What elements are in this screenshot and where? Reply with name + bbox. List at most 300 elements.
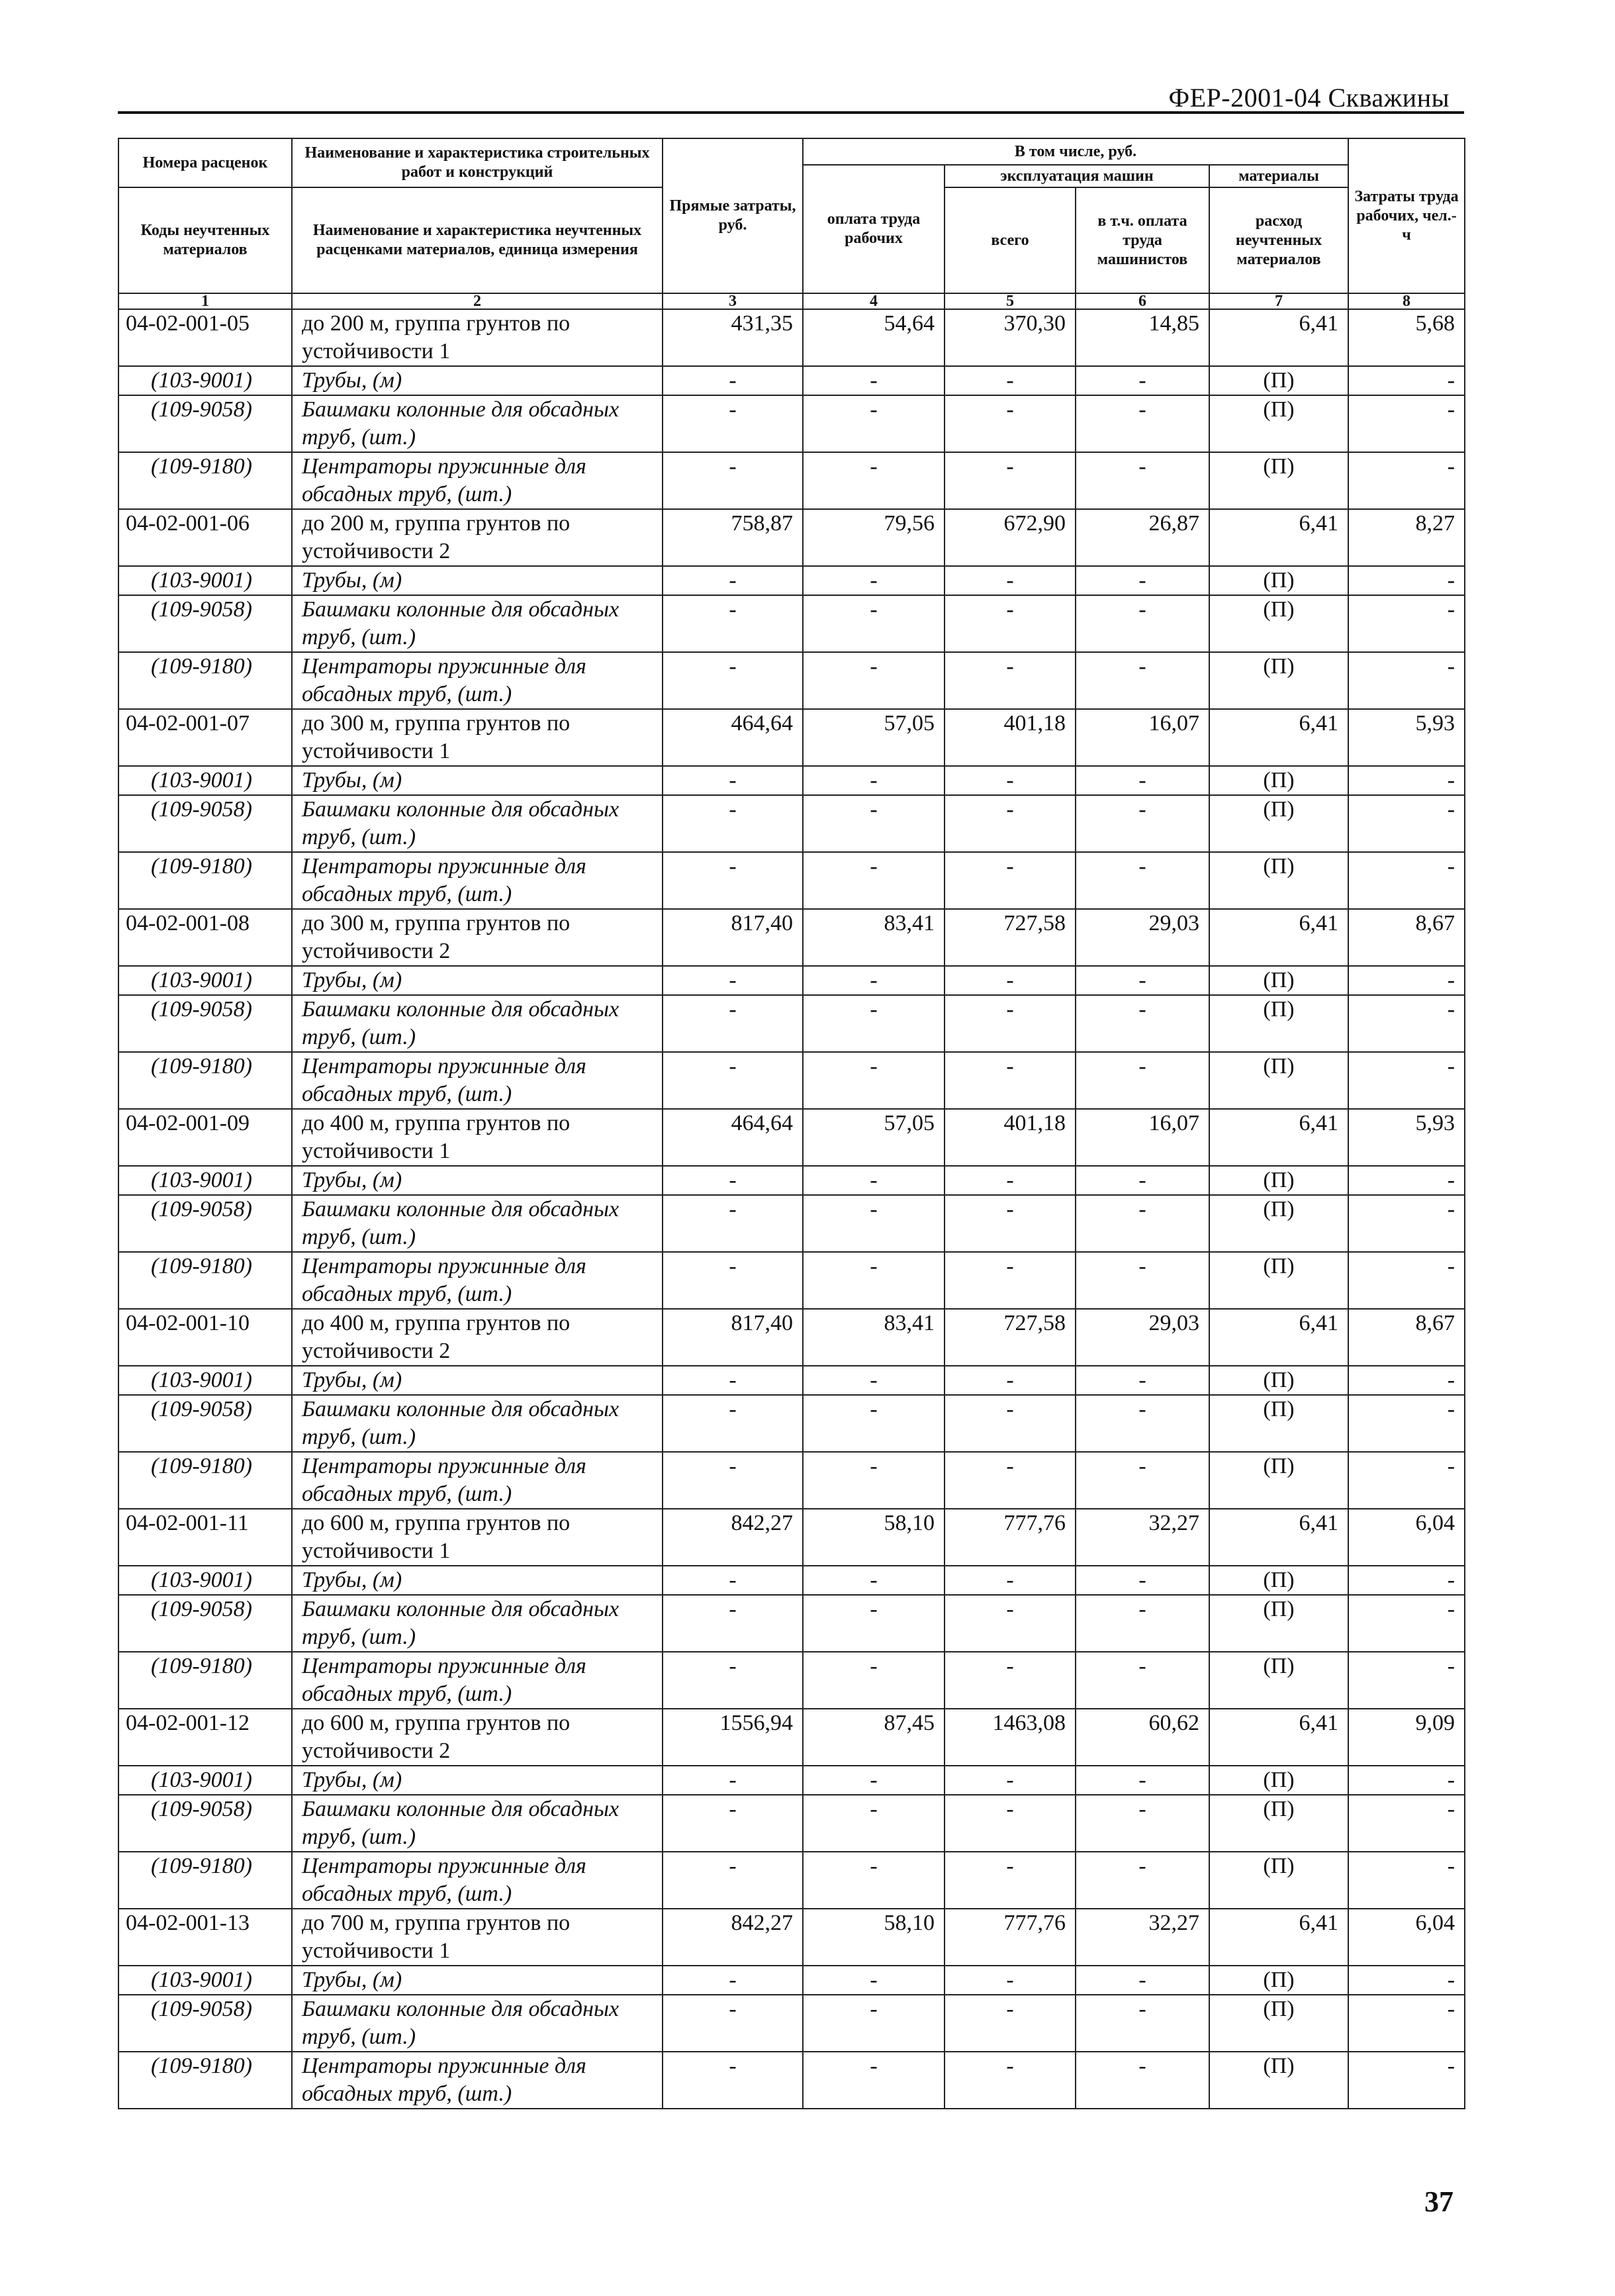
labor-value: - [1348,1052,1465,1109]
material-row [118,595,1465,652]
rate-description: до 200 м, группа грунтов по устойчивости 2 [292,509,663,566]
labor-value: - [1348,852,1465,909]
machinist-wages-value: 14,85 [1076,309,1209,366]
direct-costs-value: 842,27 [663,1909,803,1966]
material-row [118,795,1465,852]
machinist-wages-value: - [1076,366,1209,395]
labor-value: 6,04 [1348,1509,1465,1566]
labor-value: - [1348,1395,1465,1452]
material-row [118,1452,1465,1509]
material-description: Центраторы пружинные для обсадных труб, (шт.) [292,652,663,709]
labor-value: 5,68 [1348,309,1465,366]
material-description: Центраторы пружинные для обсадных труб, (шт.) [292,1052,663,1109]
machinist-wages-value: - [1076,452,1209,509]
machine-total-value: 777,76 [945,1509,1076,1566]
materials-value: (П) [1209,2052,1348,2109]
material-description: Башмаки колонные для обсадных труб, (шт.) [292,995,663,1052]
machine-total-value: - [945,566,1076,595]
machine-total-value: 777,76 [945,1909,1076,1966]
labor-value: - [1348,1166,1465,1195]
machinist-wages-value: - [1076,1195,1209,1252]
materials-value: (П) [1209,366,1348,395]
machinist-wages-value: 16,07 [1076,709,1209,766]
labor-value: - [1348,1252,1465,1309]
wages-value: - [803,1766,945,1795]
wages-value: - [803,995,945,1052]
direct-costs-value: - [663,452,803,509]
material-description: Башмаки колонные для обсадных труб, (шт.) [292,1795,663,1852]
column-number: 7 [1209,293,1348,309]
machinist-wages-value: - [1076,1566,1209,1595]
wages-value: 57,05 [803,709,945,766]
labor-value: - [1348,1966,1465,1995]
direct-costs-value: - [663,1395,803,1452]
labor-value: 9,09 [1348,1709,1465,1766]
machinist-wages-value: - [1076,1766,1209,1795]
labor-value: - [1348,795,1465,852]
rates-table-body [118,309,1465,2109]
rate-code: 04-02-001-06 [118,509,292,566]
machinist-wages-value: - [1076,566,1209,595]
material-row [118,1166,1465,1195]
materials-value: 6,41 [1209,509,1348,566]
materials-value: (П) [1209,1052,1348,1109]
labor-value: - [1348,1195,1465,1252]
labor-value: - [1348,1795,1465,1852]
direct-costs-value: - [663,1366,803,1395]
labor-value: - [1348,1995,1465,2052]
wages-value: - [803,1366,945,1395]
machinist-wages-value: - [1076,1366,1209,1395]
machine-total-value: - [945,1195,1076,1252]
material-code: (109-9058) [118,595,292,652]
labor-value: - [1348,652,1465,709]
machine-total-value: - [945,852,1076,909]
rate-row [118,1109,1465,1166]
machine-total-value: - [945,366,1076,395]
material-description: Башмаки колонные для обсадных труб, (шт.) [292,1995,663,2052]
material-row [118,852,1465,909]
materials-value: (П) [1209,395,1348,452]
materials-value: (П) [1209,1995,1348,2052]
rate-code: 04-02-001-13 [118,1909,292,1966]
materials-value: (П) [1209,1166,1348,1195]
labor-value: - [1348,1566,1465,1595]
material-code: (109-9058) [118,1195,292,1252]
header-labor-costs: Затраты труда рабочих, чел.-ч [1348,138,1465,293]
machine-total-value: - [945,1852,1076,1909]
direct-costs-value: - [663,1766,803,1795]
material-row [118,1652,1465,1709]
machine-total-value: 370,30 [945,309,1076,366]
material-row [118,395,1465,452]
header-material-consumption: расход неучтенных материалов [1209,187,1348,293]
machine-total-value: - [945,1766,1076,1795]
materials-value: (П) [1209,1195,1348,1252]
material-row [118,366,1465,395]
wages-value: - [803,566,945,595]
direct-costs-value: 817,40 [663,1309,803,1366]
direct-costs-value: - [663,852,803,909]
direct-costs-value: - [663,566,803,595]
header-work-description: Наименование и характеристика строительных работ и конструкций [292,138,663,187]
header-material-description: Наименование и характеристика неучтенных расценками материалов, единица измерения [292,187,663,293]
wages-value: - [803,1252,945,1309]
header-materials: материалы [1209,165,1348,187]
material-row [118,1852,1465,1909]
labor-value: - [1348,995,1465,1052]
rate-description: до 600 м, группа грунтов по устойчивости 2 [292,1709,663,1766]
rate-code: 04-02-001-09 [118,1109,292,1166]
wages-value: - [803,795,945,852]
rate-row [118,909,1465,966]
wages-value: 57,05 [803,1109,945,1166]
wages-value: - [803,595,945,652]
column-number: 3 [663,293,803,309]
machinist-wages-value: - [1076,595,1209,652]
machine-total-value: - [945,795,1076,852]
material-description: Центраторы пружинные для обсадных труб, (шт.) [292,1452,663,1509]
materials-value: 6,41 [1209,1109,1348,1166]
machinist-wages-value: - [1076,1395,1209,1452]
labor-value: 5,93 [1348,1109,1465,1166]
direct-costs-value: 817,40 [663,909,803,966]
material-description: Башмаки колонные для обсадных труб, (шт.) [292,795,663,852]
machine-total-value: 727,58 [945,909,1076,966]
header-rate-numbers: Номера расценок [118,138,292,187]
machinist-wages-value: - [1076,852,1209,909]
wages-value: 79,56 [803,509,945,566]
wages-value: - [803,852,945,909]
machine-total-value: - [945,1166,1076,1195]
direct-costs-value: - [663,1195,803,1252]
material-description: Трубы, (м) [292,1766,663,1795]
wages-value: 58,10 [803,1909,945,1966]
direct-costs-value: - [663,1995,803,2052]
wages-value: 87,45 [803,1709,945,1766]
material-code: (103-9001) [118,1966,292,1995]
wages-value: 83,41 [803,909,945,966]
material-row [118,452,1465,509]
wages-value: - [803,1995,945,2052]
column-number: 1 [118,293,292,309]
wages-value: - [803,395,945,452]
wages-value: - [803,1052,945,1109]
rates-table [118,138,1465,2109]
material-row [118,1595,1465,1652]
machinist-wages-value: - [1076,1452,1209,1509]
page-number: 37 [1424,2185,1454,2218]
wages-value: - [803,1652,945,1709]
machine-total-value: - [945,595,1076,652]
machinist-wages-value: - [1076,1166,1209,1195]
material-code: (109-9180) [118,1852,292,1909]
material-row [118,1995,1465,2052]
wages-value: 83,41 [803,1309,945,1366]
column-number: 2 [292,293,663,309]
machine-total-value: - [945,1595,1076,1652]
wages-value: - [803,452,945,509]
material-description: Центраторы пружинные для обсадных труб, (шт.) [292,1852,663,1909]
direct-costs-value: - [663,995,803,1052]
direct-costs-value: - [663,1566,803,1595]
direct-costs-value: - [663,1052,803,1109]
machine-total-value: - [945,995,1076,1052]
direct-costs-value: - [663,2052,803,2109]
material-description: Башмаки колонные для обсадных труб, (шт.) [292,595,663,652]
wages-value: - [803,366,945,395]
machinist-wages-value: 32,27 [1076,1909,1209,1966]
material-description: Трубы, (м) [292,566,663,595]
machinist-wages-value: 29,03 [1076,909,1209,966]
wages-value: - [803,766,945,795]
direct-costs-value: 1556,94 [663,1709,803,1766]
material-row [118,1395,1465,1452]
material-description: Трубы, (м) [292,1966,663,1995]
wages-value: - [803,1852,945,1909]
materials-value: 6,41 [1209,1309,1348,1366]
materials-value: (П) [1209,595,1348,652]
materials-value: (П) [1209,1395,1348,1452]
direct-costs-value: 842,27 [663,1509,803,1566]
materials-value: (П) [1209,766,1348,795]
materials-value: (П) [1209,1252,1348,1309]
rate-code: 04-02-001-08 [118,909,292,966]
material-description: Центраторы пружинные для обсадных труб, (шт.) [292,1652,663,1709]
materials-value: 6,41 [1209,1709,1348,1766]
material-description: Башмаки колонные для обсадных труб, (шт.) [292,1195,663,1252]
machinist-wages-value: - [1076,395,1209,452]
rate-code: 04-02-001-11 [118,1509,292,1566]
labor-value: - [1348,395,1465,452]
machinist-wages-value: 16,07 [1076,1109,1209,1166]
materials-value: (П) [1209,1795,1348,1852]
machine-total-value: 401,18 [945,709,1076,766]
material-row [118,566,1465,595]
material-row [118,1252,1465,1309]
header-material-codes: Коды неучтенных материалов [118,187,292,293]
labor-value: - [1348,966,1465,995]
machine-total-value: 672,90 [945,509,1076,566]
material-description: Центраторы пружинные для обсадных труб, (шт.) [292,852,663,909]
material-code: (109-9180) [118,1052,292,1109]
labor-value: - [1348,1366,1465,1395]
direct-costs-value: 464,64 [663,709,803,766]
wages-value: - [803,1595,945,1652]
material-code: (109-9058) [118,395,292,452]
materials-value: (П) [1209,1966,1348,1995]
direct-costs-value: - [663,1795,803,1852]
materials-value: (П) [1209,1766,1348,1795]
title-rule [118,111,1464,114]
labor-value: - [1348,1452,1465,1509]
wages-value: 58,10 [803,1509,945,1566]
rate-description: до 700 м, группа грунтов по устойчивости 1 [292,1909,663,1966]
direct-costs-value: - [663,966,803,995]
rate-description: до 600 м, группа грунтов по устойчивости 1 [292,1509,663,1566]
machine-total-value: - [945,1966,1076,1995]
material-row [118,766,1465,795]
material-description: Башмаки колонные для обсадных труб, (шт.) [292,1395,663,1452]
materials-value: 6,41 [1209,709,1348,766]
material-code: (109-9180) [118,652,292,709]
machine-total-value: - [945,1366,1076,1395]
rate-code: 04-02-001-05 [118,309,292,366]
material-code: (103-9001) [118,1766,292,1795]
direct-costs-value: - [663,1966,803,1995]
materials-value: 6,41 [1209,909,1348,966]
rate-row [118,309,1465,366]
labor-value: - [1348,1852,1465,1909]
machinist-wages-value: - [1076,1966,1209,1995]
machinist-wages-value: - [1076,966,1209,995]
material-code: (109-9180) [118,452,292,509]
labor-value: 8,67 [1348,909,1465,966]
machine-total-value: - [945,1795,1076,1852]
material-row [118,995,1465,1052]
machinist-wages-value: - [1076,995,1209,1052]
direct-costs-value: - [663,1452,803,1509]
labor-value: - [1348,1652,1465,1709]
rate-row [118,509,1465,566]
wages-value: - [803,966,945,995]
labor-value: 5,93 [1348,709,1465,766]
material-code: (103-9001) [118,1366,292,1395]
machinist-wages-value: - [1076,795,1209,852]
materials-value: (П) [1209,452,1348,509]
labor-value: - [1348,1766,1465,1795]
direct-costs-value: - [663,595,803,652]
material-code: (109-9058) [118,1595,292,1652]
document-title: ФЕР-2001-04 Скважины [1168,83,1450,113]
machine-total-value: - [945,766,1076,795]
machinist-wages-value: - [1076,1852,1209,1909]
material-description: Трубы, (м) [292,966,663,995]
machine-total-value: - [945,1395,1076,1452]
materials-value: (П) [1209,1852,1348,1909]
rate-description: до 200 м, группа грунтов по устойчивости 1 [292,309,663,366]
machinist-wages-value: 26,87 [1076,509,1209,566]
direct-costs-value: - [663,395,803,452]
labor-value: 8,27 [1348,509,1465,566]
material-code: (109-9058) [118,795,292,852]
material-description: Трубы, (м) [292,766,663,795]
machinist-wages-value: - [1076,2052,1209,2109]
material-description: Трубы, (м) [292,366,663,395]
labor-value: - [1348,595,1465,652]
material-code: (103-9001) [118,1166,292,1195]
machine-total-value: - [945,1995,1076,2052]
rate-code: 04-02-001-12 [118,1709,292,1766]
material-description: Башмаки колонные для обсадных труб, (шт.) [292,1595,663,1652]
direct-costs-value: - [663,366,803,395]
material-code: (103-9001) [118,366,292,395]
material-description: Центраторы пружинные для обсадных труб, (шт.) [292,1252,663,1309]
material-description: Центраторы пружинные для обсадных труб, (шт.) [292,452,663,509]
materials-value: 6,41 [1209,1509,1348,1566]
column-number: 8 [1348,293,1465,309]
material-code: (109-9180) [118,1452,292,1509]
material-code: (109-9058) [118,1395,292,1452]
material-description: Трубы, (м) [292,1566,663,1595]
rate-description: до 400 м, группа грунтов по устойчивости 1 [292,1109,663,1166]
labor-value: - [1348,1595,1465,1652]
header-machinist-wages: в т.ч. оплата труда машинистов [1076,187,1209,293]
materials-value: 6,41 [1209,309,1348,366]
material-code: (103-9001) [118,766,292,795]
materials-value: (П) [1209,652,1348,709]
machinist-wages-value: - [1076,766,1209,795]
direct-costs-value: - [663,1252,803,1309]
materials-value: (П) [1209,852,1348,909]
materials-value: 6,41 [1209,1909,1348,1966]
material-code: (103-9001) [118,1566,292,1595]
material-row [118,2052,1465,2109]
material-row [118,1566,1465,1595]
materials-value: (П) [1209,1366,1348,1395]
material-row [118,1966,1465,1995]
direct-costs-value: 464,64 [663,1109,803,1166]
rate-code: 04-02-001-10 [118,1309,292,1366]
materials-value: (П) [1209,795,1348,852]
machine-total-value: - [945,452,1076,509]
material-description: Башмаки колонные для обсадных труб, (шт.) [292,395,663,452]
direct-costs-value: - [663,795,803,852]
machinist-wages-value: 29,03 [1076,1309,1209,1366]
machine-total-value: 1463,08 [945,1709,1076,1766]
material-description: Трубы, (м) [292,1166,663,1195]
labor-value: - [1348,366,1465,395]
header-wages: оплата труда рабочих [803,165,945,293]
material-code: (103-9001) [118,966,292,995]
machinist-wages-value: - [1076,652,1209,709]
rate-code: 04-02-001-07 [118,709,292,766]
material-code: (109-9058) [118,1795,292,1852]
rate-row [118,1509,1465,1566]
machinist-wages-value: - [1076,1795,1209,1852]
machine-total-value: 727,58 [945,1309,1076,1366]
rate-row [118,1309,1465,1366]
machinist-wages-value: 60,62 [1076,1709,1209,1766]
materials-value: (П) [1209,566,1348,595]
material-code: (103-9001) [118,566,292,595]
materials-value: (П) [1209,1566,1348,1595]
material-code: (109-9180) [118,1652,292,1709]
rate-row [118,1709,1465,1766]
material-row [118,652,1465,709]
material-row [118,1195,1465,1252]
wages-value: - [803,1566,945,1595]
materials-value: (П) [1209,995,1348,1052]
machine-total-value: - [945,652,1076,709]
direct-costs-value: - [663,1595,803,1652]
rate-row [118,709,1465,766]
column-number: 6 [1076,293,1209,309]
header-machine-total: всего [945,187,1076,293]
machinist-wages-value: 32,27 [1076,1509,1209,1566]
machine-total-value: - [945,395,1076,452]
column-number: 4 [803,293,945,309]
labor-value: 6,04 [1348,1909,1465,1966]
column-number: 5 [945,293,1076,309]
material-code: (109-9180) [118,852,292,909]
rate-row [118,1909,1465,1966]
labor-value: - [1348,766,1465,795]
labor-value: - [1348,2052,1465,2109]
machine-total-value: - [945,966,1076,995]
machine-total-value: - [945,1052,1076,1109]
wages-value: 54,64 [803,309,945,366]
